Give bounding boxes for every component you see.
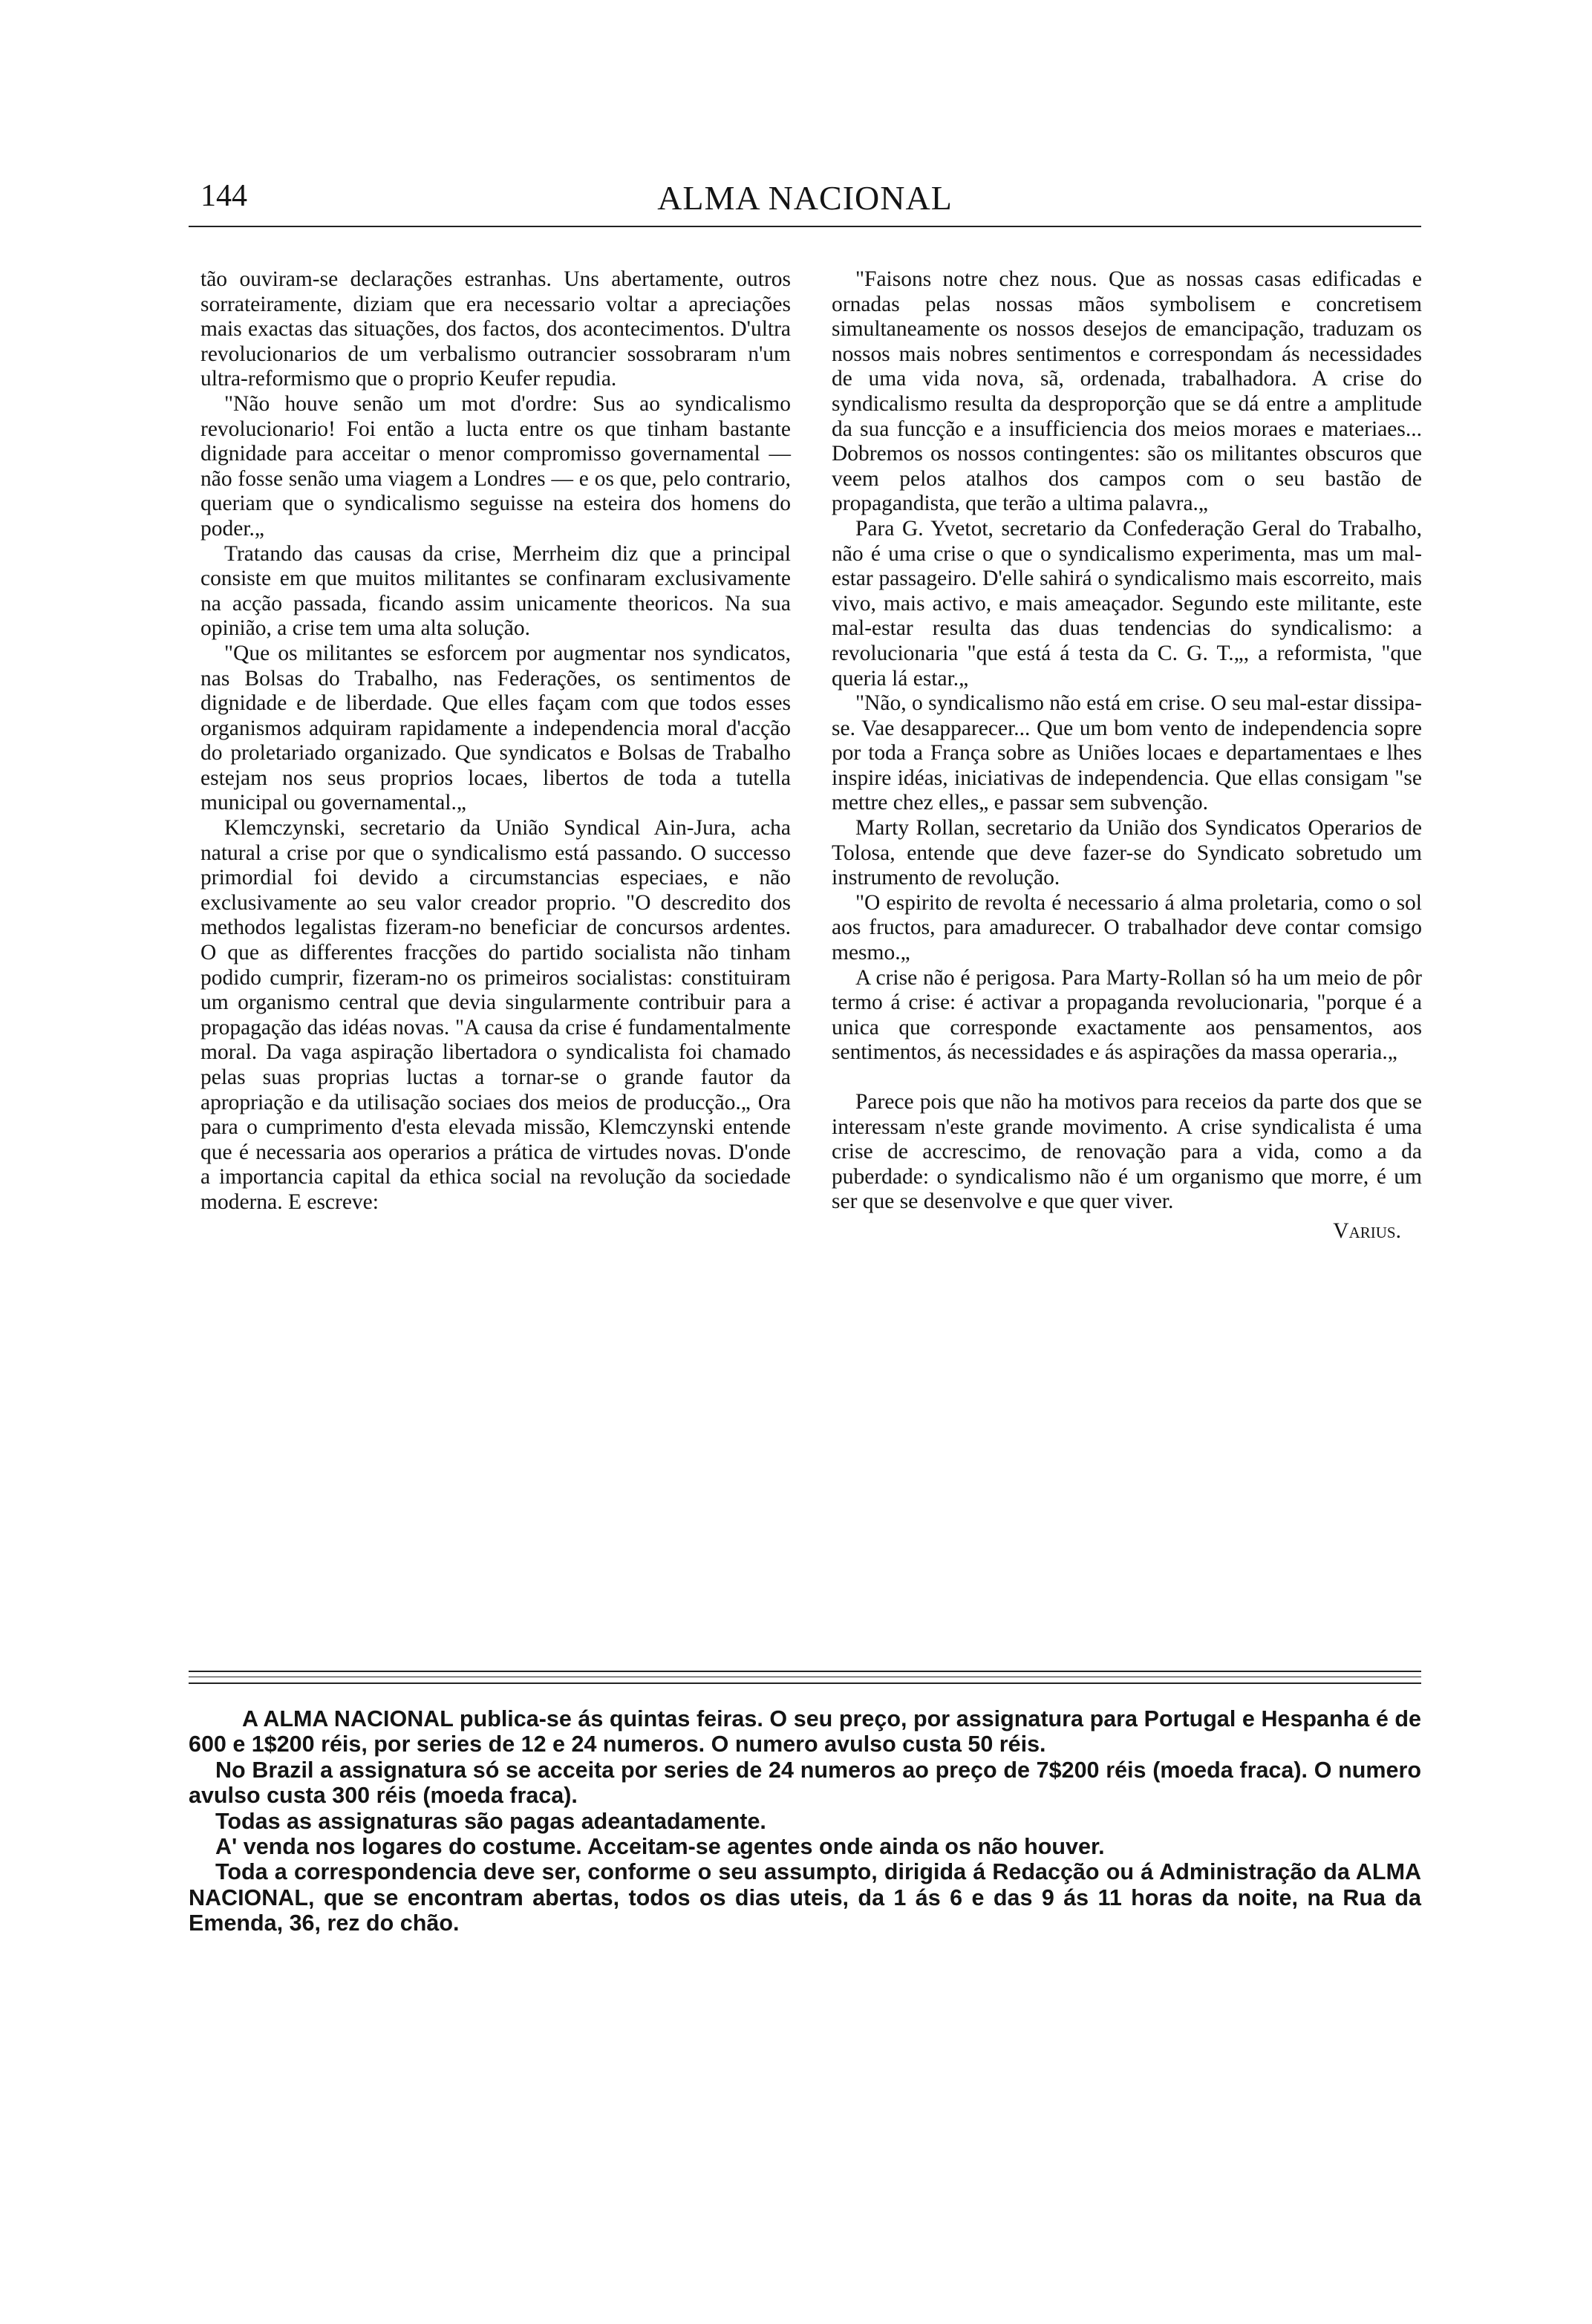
paragraph: "Faisons notre chez nous. Que as nossas casas edificadas e ornadas pelas nossas mãos symbolisem e concretisem simultaneamente os nossos desejos de emancipação, traduzam os nossos mais nobres sentimentos e correspondam ás necessidades de uma vida nova, sã, ordenada, trabalhadora. A crise do syndicalismo resulta da desproporção que se dá entre a amplitude da sua funcção e a insufficiencia dos meios moraes e materiaes... Dobremos os nossos contingentes: são os militantes obscuros que veem pelos atalhos dos campos com o seu bastão de propagandista, que terão a ultima palavra.„: [832, 267, 1422, 516]
paragraph: Para G. Yvetot, secretario da Confederação Geral do Trabalho, não é uma crise o que o syndicalismo experimenta, mas um mal-estar passageiro. D'elle sahirá o syndicalismo mais escorreito, mais vivo, mais activo, e mais ameaçador. Segundo este militante, este mal-estar resulta das duas tendencias do syndicalismo: a revolucionaria "que está á testa da C. G. T.„, a reformista, "que queria lá estar.„: [832, 516, 1422, 691]
journal-title: ALMA NACIONAL: [657, 179, 953, 217]
header-rule: [189, 226, 1421, 227]
subscription-notice: [189, 1706, 1421, 1936]
paragraph: Marty Rollan, secretario da União dos Syndicatos Operarios de Tolosa, entende que deve fazer-se do Syndicato sobretudo um instrumento de revolução.: [832, 816, 1422, 890]
paragraph: tão ouviram-se declarações estranhas. Uns abertamente, outros sorrateiramente, diziam que era necessario voltar a apreciações mais exactas das situações, dos factos, dos acontecimentos. D'ultra revolucionarios de um verbalismo outrancier sossobraram n'um ultra-reformismo que o proprio Keufer repudia.: [200, 267, 791, 391]
notice-paragraph: Todas as assignaturas são pagas adeantadamente.: [215, 1808, 766, 1834]
divider-rule: [189, 1682, 1421, 1684]
notice-paragraph: No Brazil a assignatura só se acceita por series de 24 numeros ao preço de 7$200 réis (moeda fraca). O numero avulso custa 300 réis (moeda fraca).: [189, 1757, 1421, 1809]
page-header: [189, 172, 1421, 232]
notice-paragraph: Toda a correspondencia deve ser, conforme o seu assumpto, dirigida á Redacção ou á Administração da ALMA NACIONAL, que se encontram abertas, todos os dias uteis, da 1 ás 6 e das 9 ás 11 horas da noite, na Rua da Emenda, 36, rez do chão.: [189, 1859, 1421, 1936]
page-number: 144: [200, 179, 247, 213]
paragraph: Tratando das causas da crise, Merrheim diz que a principal consiste em que muitos militantes se confinaram exclusivamente na acção passada, ficando assim unicamente theoricos. Na sua opinião, a crise tem uma alta solução.: [200, 541, 791, 641]
paragraph: "Não, o syndicalismo não está em crise. O seu mal-estar dissipa-se. Vae desapparecer... Que um bom vento de independencia sopre por toda a França sobre as Uniões locaes e departamentaes e lhes inspire idéas, iniciativas de independencia. Que ellas consigam "se mettre chez elles„ e passar sem subvenção.: [832, 691, 1422, 815]
notice-paragraph: A ALMA NACIONAL publica-se ás quintas feiras. O seu preço, por assignatura para Portugal e Hespanha é de 600 e 1$200 réis, por series de 12 e 24 numeros. O numero avulso custa 50 réis.: [189, 1706, 1421, 1757]
paragraph: A crise não é perigosa. Para Marty-Rollan só ha um meio de pôr termo á crise: é activar a propaganda revolucionaria, "porque é a unica que corresponde exactamente aos pensamentos, aos sentimentos, ás necessidades e ás aspirações da massa operaria.„: [832, 965, 1422, 1065]
paragraph: "O espirito de revolta é necessario á alma proletaria, como o sol aos fructos, para amadurecer. O trabalhador deve contar comsigo mesmo.„: [832, 890, 1422, 965]
paragraph: "Que os militantes se esforcem por augmentar nos syndicatos, nas Bolsas do Trabalho, nas Federações, os sentimentos de dignidade e de liberdade. Que elles façam com que todos esses organismos adquiram rapidamente a independencia moral d'acção do proletariado organizado. Que syndicatos e Bolsas de Trabalho estejam nos seus proprios locaes, libertos de toda a tutella municipal ou governamental.„: [200, 641, 791, 815]
divider-rule: [189, 1671, 1421, 1672]
right-column: [832, 267, 1422, 1244]
notice-paragraph: A' venda nos logares do costume. Acceitam-se agentes onde ainda os não houver.: [215, 1834, 1105, 1860]
paragraph: Parece pois que não ha motivos para receios da parte dos que se interessam n'este grande movimento. A crise syndicalista é uma crise de accrescimo, de renovação para a vida, como a da puberdade: o syndicalismo não é um organismo que morre, é um ser que se desenvolve e que quer viver.: [832, 1090, 1422, 1214]
author-signature: Varius.: [1333, 1218, 1401, 1243]
left-column: [200, 267, 791, 1215]
paragraph: Klemczynski, secretario da União Syndical Ain-Jura, acha natural a crise por que o syndicalismo está passando. O successo primordial foi devido a circumstancias especiaes, e não exclusivamente ao seu valor creador proprio. "O descredito dos methodos legalistas fizeram-no beneficiar de concursos ardentes. O que as differentes fracções do partido socialista não tinham podido cumprir, fizeram-no os primeiros socialistas: constituiram um organismo central que devia singularmente contribuir para a propagação das idéas novas. "A causa da crise é fundamentalmente moral. Da vaga aspiração libertadora o syndicalista foi chamado pelas suas proprias luctas a tornar-se o grande fautor da apropriação e da utilisação sociaes dos meios de producção.„ Ora para o cumprimento d'esta elevada missão, Klemczynski entende que é necessaria aos operarios a prática de virtudes novas. D'onde a importancia capital da ethica social na revolução da sociedade moderna. E escreve:: [200, 816, 791, 1214]
paragraph: "Não houve senão um mot d'ordre: Sus ao syndicalismo revolucionario! Foi então a lucta entre os que tinham bastante dignidade para acceitar o menor compromisso governamental — não fosse senão uma viagem a Londres — e os que, pelo contrario, queriam que o syndicalismo seguisse na esteira dos homens do poder.„: [200, 391, 791, 541]
